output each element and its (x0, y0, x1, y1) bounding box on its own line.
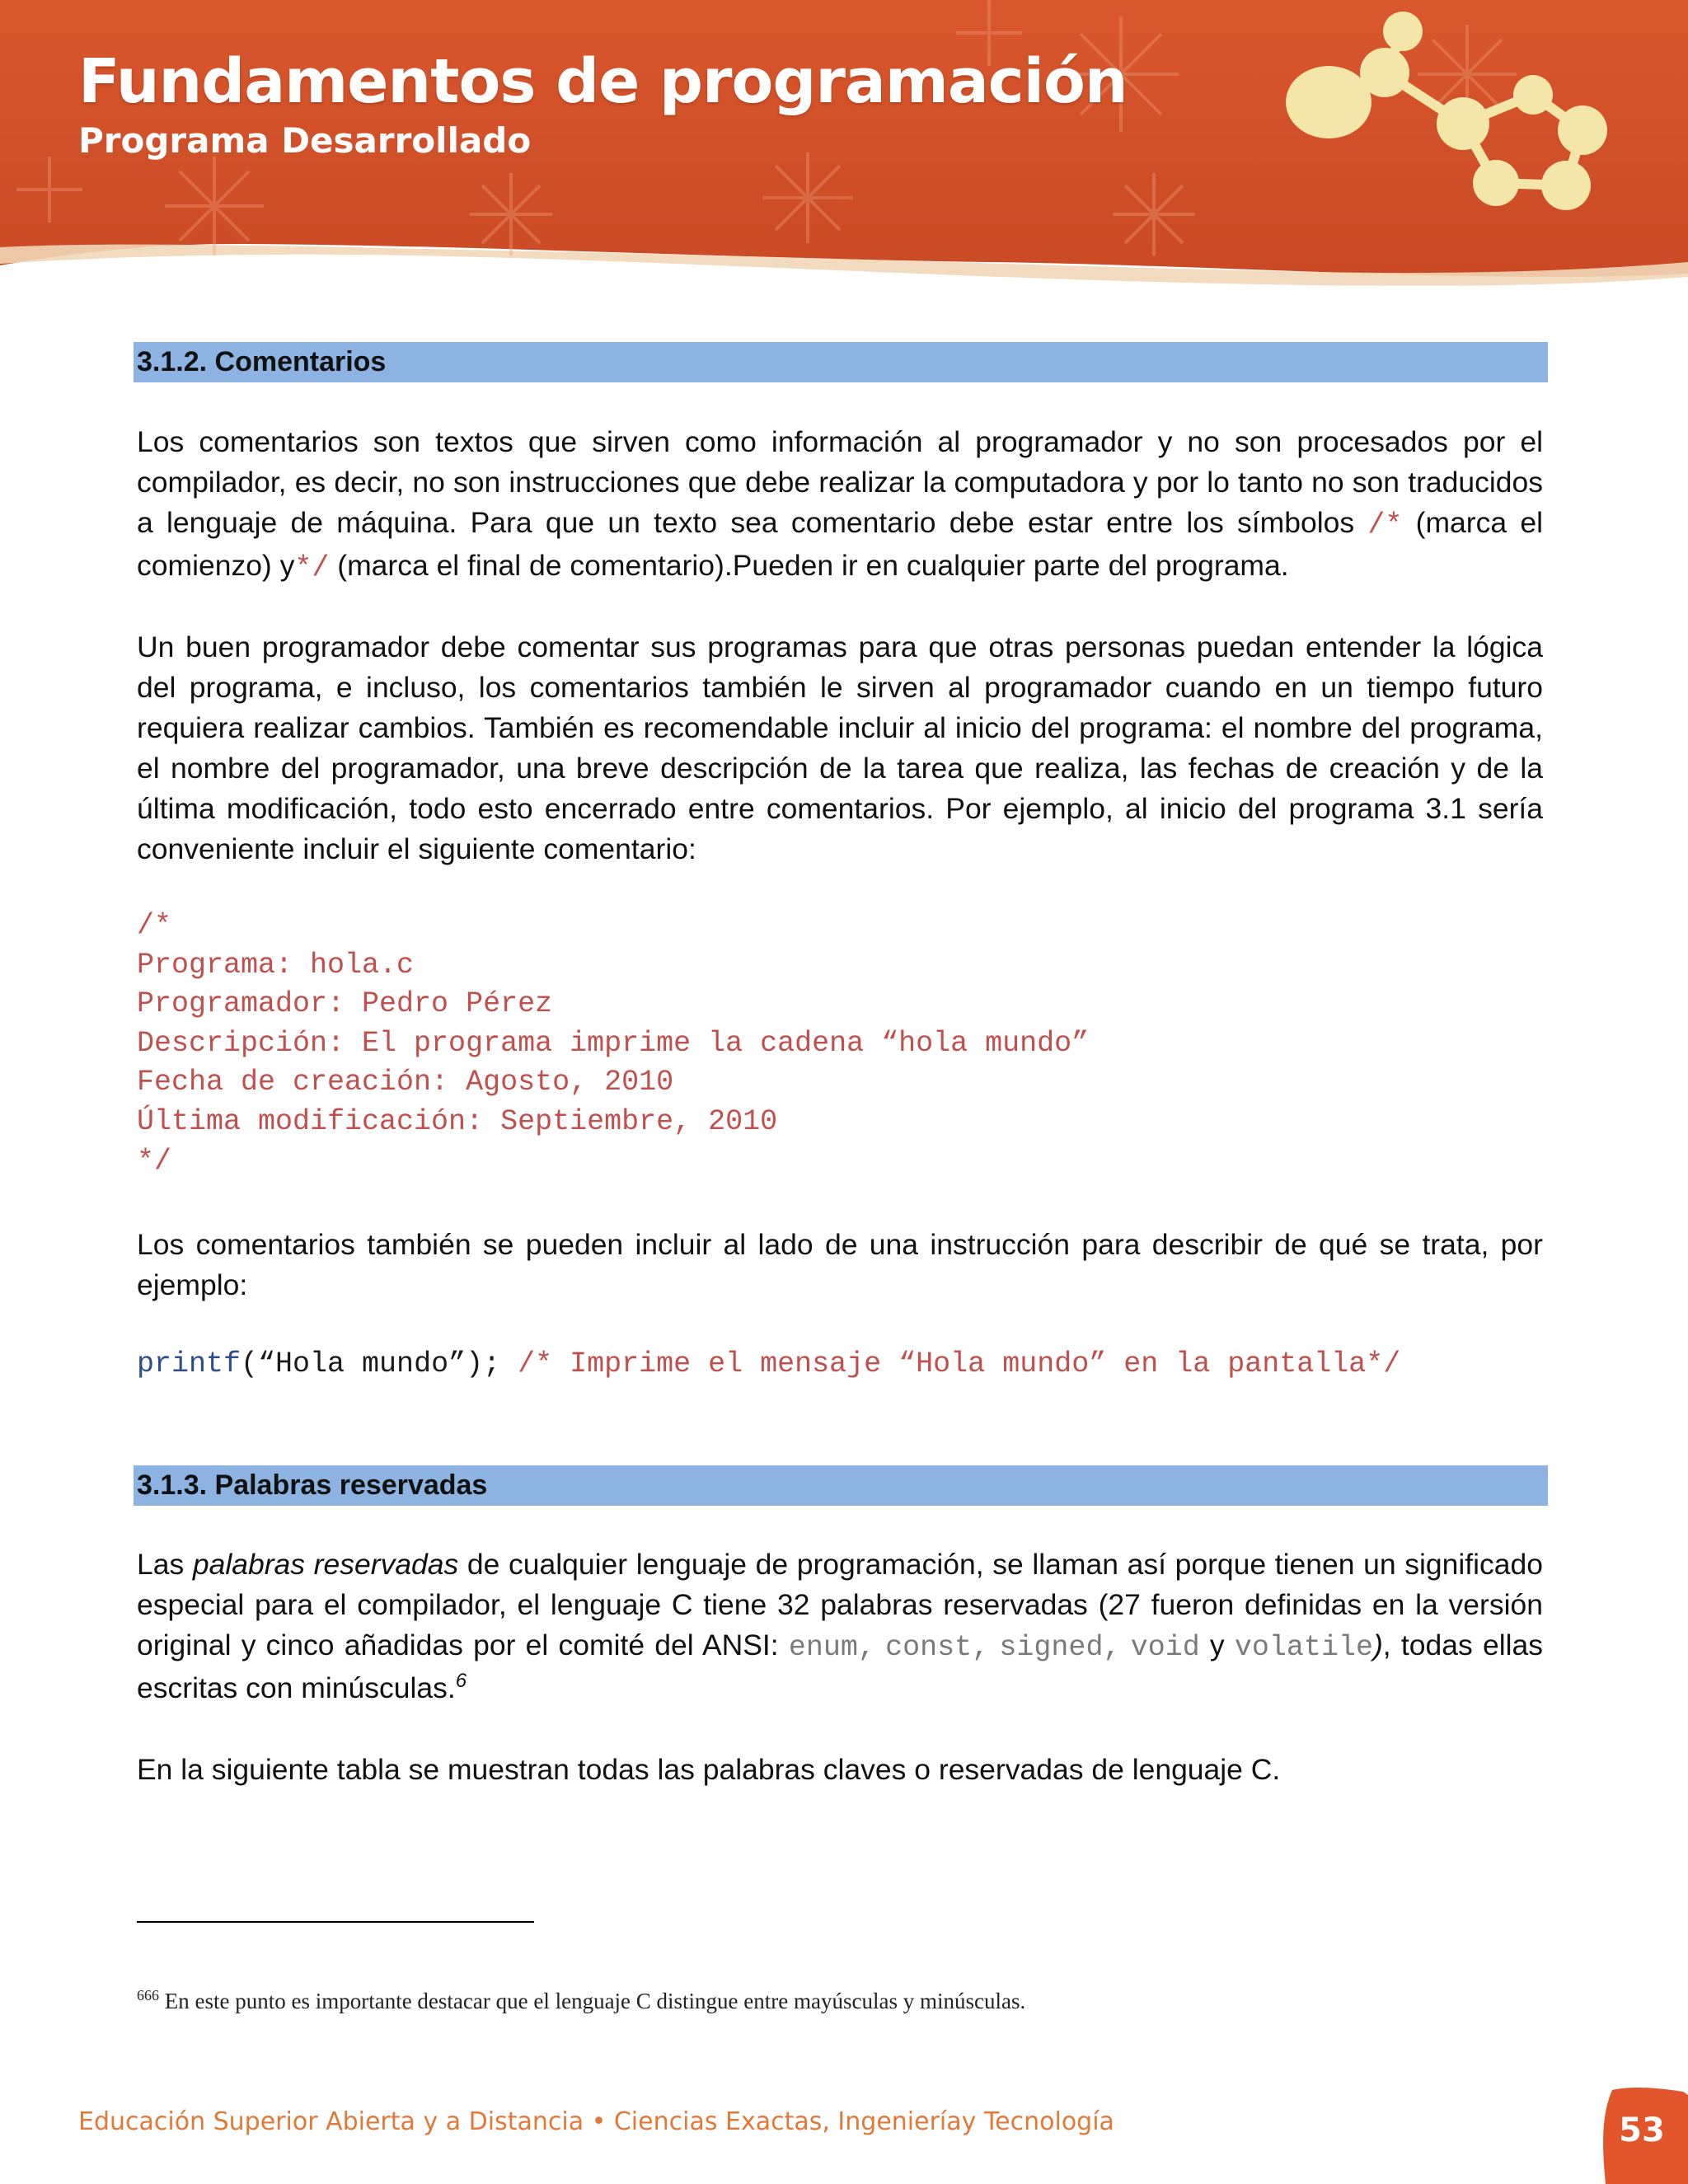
keyword-volatile: volatile (1234, 1631, 1373, 1664)
footnote-separator (137, 1921, 534, 1923)
paragraph-buen-programador: Un buen programador debe comentar sus programas para que otras personas puedan entender la lógica del programa, e incluso, los comentarios también le sirven al programador cuando en un tiempo futuro requiera realizar cambios. También es recomendable incluir al inicio del programa: el nombre del programa, el nombre del programador, una breve descripción de la tarea que realiza, las fechas de creación y de la última modificación, todo esto encerrado entre comentarios. Por ejemplo, al inicio del programa 3.1 sería conveniente incluir el siguiente comentario: (137, 630, 1543, 865)
keyword-const: const, (885, 1631, 990, 1664)
paragraph-text: , todas ellas escritas con minúsculas. (137, 1629, 1543, 1704)
footnote-text: En este punto es importante destacar que el lenguaje C distingue entre mayúsculas y minúsculas. (159, 1989, 1026, 2013)
footnote-reference[interactable]: 6 (455, 1670, 467, 1693)
code-line: Última modificación: Septiembre, 2010 (137, 1104, 778, 1138)
code-line: Programador: Pedro Pérez (137, 987, 553, 1021)
paragraph-text: de cualquier lenguaje de programación, se llaman así porque tienen un significado especial para el compilador, el lenguaje C tiene 32 palabras reservadas (27 fueron definidas en la versión original y cinco añadidas por el comité del ANSI: (137, 1548, 1543, 1661)
header-title: Fundamentos de programación (78, 46, 1128, 117)
keyword-void: void (1130, 1631, 1200, 1664)
paragraph-text: (marca el final de comentario).Pueden ir en cualquier parte del programa. (329, 549, 1289, 582)
paragraph-comentarios-lado: Los comentarios también se pueden incluir al lado de una instrucción para describir de qué se trata, por ejemplo: (137, 1228, 1543, 1301)
paragraph-text: Los comentarios son textos que sirven como información al programador y no son procesados por el compilador, es decir, no son instrucciones que debe realizar la computadora y por lo tanto no son traducidos a lenguaje de máquina. Para que un texto sea comentario debe estar entre los símbolos (137, 425, 1543, 539)
closing-paren: ) (1372, 1629, 1383, 1661)
comment-open-symbol: /* (1367, 509, 1403, 541)
footer-text: Educación Superior Abierta y a Distancia • Ciencias Exactas, Ingenieríay Tecnología (78, 2107, 1114, 2136)
code-inline-printf (137, 1344, 1400, 1385)
keyword-signed: signed, (999, 1631, 1121, 1664)
paragraph-text: y (1199, 1629, 1235, 1661)
paragraph-tabla-intro: En la siguiente tabla se muestran todas las palabras claves o reservadas de lenguaje C. (137, 1753, 1281, 1786)
section-heading-comentarios: 3.1.2. Comentarios (134, 342, 1548, 382)
code-line: Descripción: El programa imprime la cadena “hola mundo” (137, 1026, 1090, 1060)
paragraph-comentarios-intro (137, 422, 1543, 588)
footnote (137, 1989, 1025, 2014)
code-function-name: printf (137, 1347, 241, 1380)
page-number: 53 (1619, 2111, 1665, 2149)
code-arguments: (“Hola mundo”); (241, 1347, 518, 1380)
footnote-mark: 666 (137, 1987, 159, 2004)
code-line: Programa: hola.c (137, 948, 415, 982)
comment-close-symbol: */ (294, 551, 330, 584)
code-line: Fecha de creación: Agosto, 2010 (137, 1066, 674, 1099)
section-heading-palabras-reservadas: 3.1.3. Palabras reservadas (134, 1465, 1548, 1506)
code-comment: /* Imprime el mensaje “Hola mundo” en la pantalla*/ (518, 1347, 1401, 1380)
paragraph-text: (marca el comienzo) y (137, 506, 1543, 582)
paragraph-text: Las (137, 1548, 193, 1581)
keyword-enum: enum, (788, 1631, 875, 1664)
header-subtitle: Programa Desarrollado (78, 120, 532, 161)
code-line: */ (137, 1144, 172, 1178)
code-block-comment-example (137, 907, 1089, 1181)
italic-term: palabras reservadas (192, 1548, 459, 1581)
paragraph-palabras-reservadas (137, 1544, 1543, 1708)
code-line: /* (137, 909, 172, 942)
